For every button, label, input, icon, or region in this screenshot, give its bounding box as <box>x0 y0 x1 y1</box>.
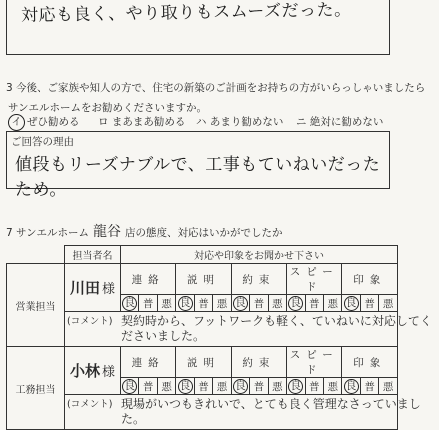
grade-option[interactable]: 普 <box>305 378 323 395</box>
grade-option[interactable]: 悪 <box>157 378 175 395</box>
reason-handwriting: 値段もリーズナブルで、工事もていねいだったため。 <box>15 155 381 200</box>
category-header: 連絡 <box>121 264 176 295</box>
honorific-sama: 様 <box>102 282 116 297</box>
grade-option[interactable]: 悪 <box>157 295 175 312</box>
staff-name-handwriting: 小林 <box>69 362 100 380</box>
option-never[interactable] <box>296 114 383 129</box>
comment-label: (コメント) <box>67 399 113 410</box>
grade-option[interactable]: 悪 <box>213 378 231 395</box>
grade-option[interactable]: 良 <box>121 378 139 395</box>
staff-name-cell <box>65 347 121 395</box>
question-3-line1: 3 今後、ご家族や知人の方で、住宅の新築のご計画をお持ちの方がいらっしゃいましたら <box>6 82 426 94</box>
category-header: スピード <box>287 264 342 295</box>
category-header: 約束 <box>231 264 286 295</box>
option-not-really[interactable] <box>196 114 283 129</box>
grade-option[interactable]: 良 <box>231 378 249 395</box>
grade-option[interactable]: 普 <box>139 295 157 312</box>
grade-option[interactable]: 普 <box>305 295 323 312</box>
grade-option[interactable]: 普 <box>250 295 268 312</box>
grade-option[interactable]: 良 <box>342 378 360 395</box>
role-cell: 工務担当 <box>7 347 65 430</box>
grade-option[interactable]: 悪 <box>323 378 341 395</box>
header-person: 担当者名 <box>65 246 121 264</box>
grade-option[interactable]: 良 <box>287 378 305 395</box>
grade-option[interactable]: 良 <box>176 378 194 395</box>
category-header: 約束 <box>231 347 286 378</box>
comment-label: (コメント) <box>67 316 113 327</box>
grade-option[interactable]: 普 <box>194 295 212 312</box>
category-header: 印象 <box>342 264 398 295</box>
comment-handwriting: 契約時から、フットワークも軽く、ていねいに対応してくださいました。 <box>121 314 432 343</box>
option-mark: イ <box>8 114 25 131</box>
category-header: 説明 <box>176 347 231 378</box>
reason-box[interactable] <box>6 131 390 200</box>
staff-evaluation-table <box>6 245 432 430</box>
previous-answer-box <box>6 0 390 55</box>
comment-cell[interactable] <box>65 395 421 430</box>
honorific-sama: 様 <box>102 365 116 380</box>
grade-option[interactable]: 良 <box>231 295 249 312</box>
role-cell: 営業担当 <box>7 264 65 347</box>
question-7-prefix: 7 サンエルホーム <box>6 227 89 239</box>
option-recommend-somewhat[interactable] <box>98 114 185 129</box>
corner-cell <box>7 246 65 264</box>
previous-answer-handwriting: 対応も良く、やり取りもスムーズだった。 <box>20 0 352 26</box>
option-label: 絶対に勧めない <box>309 116 384 128</box>
grade-option[interactable]: 悪 <box>268 295 286 312</box>
store-name-handwriting: 龍谷 <box>93 224 121 240</box>
grade-option[interactable]: 悪 <box>268 378 286 395</box>
question-3-line2: サンエルホームをお勧めくださいますか。 <box>8 102 207 114</box>
grade-option[interactable]: 良 <box>121 295 139 312</box>
question-7-suffix: 店の態度、対応はいかがでしたか <box>125 227 283 239</box>
header-impression: 対応や印象をお聞かせ下さい <box>121 246 398 264</box>
grade-option[interactable]: 良 <box>176 295 194 312</box>
option-mark: ニ <box>296 116 307 128</box>
category-header: 説明 <box>176 264 231 295</box>
staff-name-cell <box>65 264 121 312</box>
grade-option[interactable]: 悪 <box>213 295 231 312</box>
grade-option[interactable]: 普 <box>250 378 268 395</box>
staff-name-handwriting: 川田 <box>69 279 100 297</box>
grade-option[interactable]: 普 <box>139 378 157 395</box>
option-label: あまり勧めない <box>209 116 284 128</box>
grade-option[interactable]: 良 <box>342 295 360 312</box>
comment-cell[interactable] <box>65 312 432 347</box>
reason-label: ご回答の理由 <box>11 136 74 148</box>
grade-option[interactable]: 普 <box>360 378 378 395</box>
category-header: 印象 <box>342 347 398 378</box>
question-7 <box>6 221 283 241</box>
grade-option[interactable]: 普 <box>194 378 212 395</box>
comment-handwriting: 現場がいつもきれいで、とても良く管理なさっていました。 <box>121 397 421 426</box>
option-label: まあまあ勧める <box>111 116 186 128</box>
grade-option[interactable]: 悪 <box>379 378 398 395</box>
grade-option[interactable]: 普 <box>360 295 378 312</box>
question-3-options <box>6 114 396 130</box>
grade-option[interactable]: 悪 <box>379 295 398 312</box>
option-label: ぜひ勧める <box>27 116 80 128</box>
category-header: スピード <box>287 347 342 378</box>
option-mark: ロ <box>98 116 109 128</box>
category-header: 連絡 <box>121 347 176 378</box>
option-mark: ハ <box>196 116 207 128</box>
option-recommend-strongly[interactable] <box>8 114 80 131</box>
grade-option[interactable]: 良 <box>287 295 305 312</box>
grade-option[interactable]: 悪 <box>323 295 341 312</box>
